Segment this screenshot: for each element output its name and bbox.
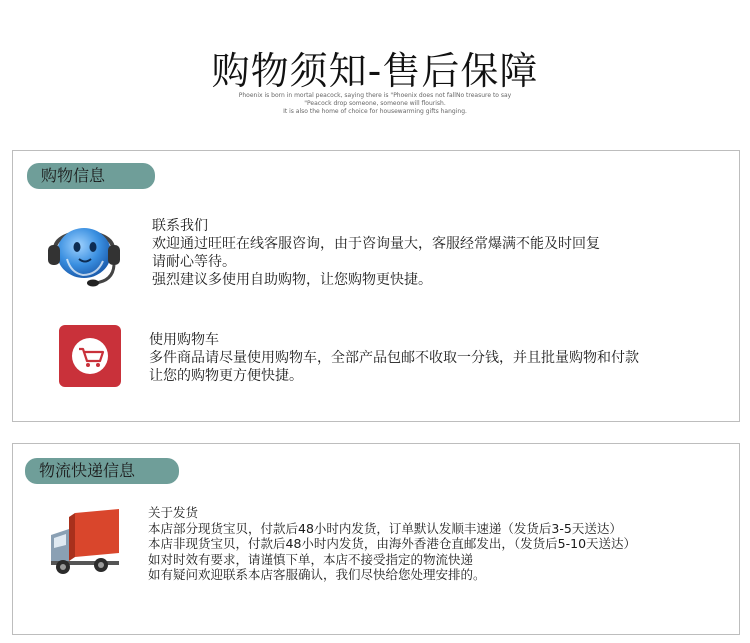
shipping-line: 本店部分现货宝贝，付款后48小时内发货，订单默认发顺丰速递（发货后3-5天送达）: [148, 520, 622, 536]
contact-us-block: [152, 217, 732, 289]
shopping-info-label: 购物信息: [27, 163, 155, 189]
shopping-cart-block: [149, 331, 734, 385]
decorative-subtext: [0, 92, 750, 116]
subtext-line: "Peacock drop someone, someone will flourish.: [304, 100, 446, 107]
contact-us-line: 请耐心等待。: [152, 254, 236, 270]
subtext-line: Phoenix is born in mortal peacock, saying there is "Phoenix does not fallNo treasure to say: [238, 92, 512, 99]
shipping-line: 如对时效有要求，请谨慎下单，本店不接受指定的物流快递: [148, 551, 474, 567]
shopping-info-panel: [12, 150, 740, 422]
logistics-info-panel: [12, 443, 740, 635]
page-title: 购物须知-售后保障: [211, 49, 539, 93]
shipping-line: 如有疑问欢迎联系本店客服确认，我们尽快给您处理安排的。: [148, 567, 486, 582]
subtext-line: It is also the home of choice for housewarming gifts hanging.: [283, 108, 467, 115]
contact-us-title: 联系我们: [152, 218, 208, 234]
shopping-cart-line: 让您的购物更方便快捷。: [149, 368, 303, 384]
shipping-block: [148, 505, 733, 583]
delivery-truck-icon: [49, 507, 123, 579]
shipping-title: 关于发货: [148, 505, 199, 520]
customer-service-headset-icon: [43, 211, 125, 291]
shopping-cart-icon: [59, 325, 121, 387]
shopping-cart-line: 多件商品请尽量使用购物车，全部产品包邮不收取一分钱，并且批量购物和付款: [149, 350, 639, 366]
contact-us-line: 欢迎通过旺旺在线客服咨询，由于咨询量大，客服经常爆满不能及时回复: [152, 236, 600, 252]
logistics-info-label: 物流快递信息: [25, 458, 179, 484]
contact-us-line: 强烈建议多使用自助购物，让您购物更快捷。: [152, 272, 432, 288]
shipping-line: 本店非现货宝贝，付款后48小时内发货，由海外香港仓直邮发出，（发货后5-10天送达）: [148, 536, 637, 551]
shopping-cart-title: 使用购物车: [149, 332, 219, 348]
